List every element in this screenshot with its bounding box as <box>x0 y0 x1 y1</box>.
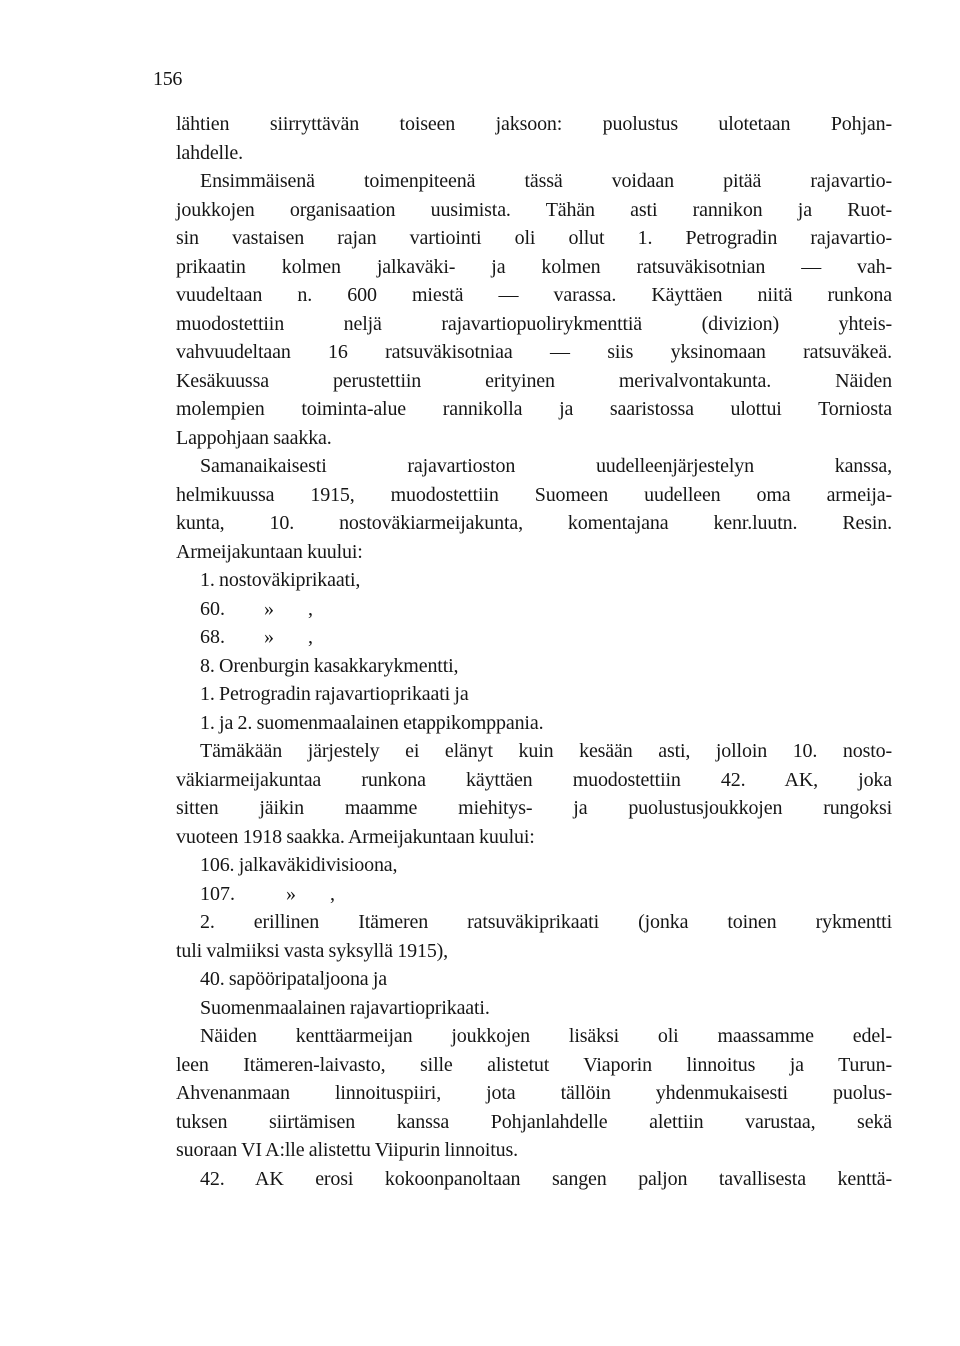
text-line: suoraan VI A:lle alistettu Viipurin linnoitus. <box>176 1139 518 1161</box>
list-item-ditto <box>176 880 892 909</box>
text-line: sin vastaisen rajan vartiointi oli ollut 1. Petrogradin rajavartio- <box>176 227 892 249</box>
ditto-mark: » <box>286 882 296 905</box>
text-line: vuoteen 1918 saakka. Armeijakuntaan kuului: <box>176 825 535 848</box>
text-line: 42. AK erosi kokoonpanoltaan sangen paljon tavallisesta kenttä- <box>200 1167 892 1190</box>
text-line: lähtien siirryttävän toiseen jaksoon: puolustus ulotetaan Pohjan- <box>176 113 892 135</box>
body-text <box>176 110 892 1193</box>
text-line: helmikuussa 1915, muodostettiin Suomeen uudelleen oma armeija- <box>176 483 892 506</box>
ditto-comma: , <box>308 626 313 648</box>
text-line: Armeijakuntaan kuului: <box>176 540 363 563</box>
list-item: 1. Petrogradin rajavartioprikaati ja <box>200 683 469 705</box>
text-line: tuksen siirtämisen kanssa Pohjanlahdelle alettiin varustaa, sekä <box>176 1110 892 1133</box>
list-item-number: 60. <box>200 597 225 620</box>
text-line: vuudeltaan n. 600 miestä — varassa. Käyttäen niitä runkona <box>176 284 892 306</box>
text-line: Samanaikaisesti rajavartioston uudelleenjärjestelyn kanssa, <box>200 455 892 477</box>
ditto-comma: , <box>308 597 313 620</box>
text-line: väkiarmeijakuntaa runkona käyttäen muodostettiin 42. AK, joka <box>176 768 892 791</box>
list-item: Suomenmaalainen rajavartioprikaati. <box>200 996 490 1019</box>
text-line: Ensimmäisenä toimenpiteenä tässä voidaan pitää rajavartio- <box>200 170 892 192</box>
list-item-number: 68. <box>200 626 225 648</box>
ditto-comma: , <box>330 882 335 905</box>
page-number: 156 <box>153 68 183 90</box>
list-item: 1. ja 2. suomenmaalainen etappikomppania. <box>200 711 544 734</box>
list-item: 2. erillinen Itämeren ratsuväkiprikaati (jonka toinen rykmentti <box>200 911 892 933</box>
text-line: Kesäkuussa perustettiin erityinen merivalvontakunta. Näiden <box>176 369 892 392</box>
text-line: Tämäkään järjestely ei elänyt kuin kesään asti, jolloin 10. nosto- <box>200 740 892 762</box>
list-item: 8. Orenburgin kasakkarykmentti, <box>200 654 459 677</box>
list-item-continuation: tuli valmiiksi vasta syksyllä 1915), <box>176 939 449 962</box>
ditto-mark: » <box>264 626 274 648</box>
list-item: 40. sapööripataljoona ja <box>200 968 388 990</box>
text-line: prikaatin kolmen jalkaväki- ja kolmen ratsuväkisotnian — vah- <box>176 255 892 278</box>
text-line: muodostettiin neljä rajavartiopuolirykmenttiä (divizion) yhteis- <box>176 312 892 335</box>
text-line: molempien toiminta-alue rannikolla ja saaristossa ulottui Torniosta <box>176 398 892 420</box>
list-item: 1. nostoväkiprikaati, <box>200 569 361 591</box>
list-item-ditto <box>176 623 892 652</box>
text-line: vahvuudeltaan 16 ratsuväkisotniaa — siis yksinomaan ratsuväkeä. <box>176 341 892 363</box>
list-item-number: 107. <box>200 882 235 905</box>
list-item-ditto <box>176 595 892 624</box>
text-line: Lappohjaan saakka. <box>176 426 332 449</box>
text-line: joukkojen organisaation uusimista. Tähän asti rannikon ja Ruot- <box>176 198 892 221</box>
text-line: lahdelle. <box>176 141 243 164</box>
text-line: Ahvenanmaan linnoituspiiri, jota tällöin yhdenmukaisesti puolus- <box>176 1082 892 1104</box>
ditto-mark: » <box>264 597 274 620</box>
list-item: 106. jalkaväkidivisioona, <box>200 854 398 876</box>
text-line: Näiden kenttäarmeijan joukkojen lisäksi oli maassamme edel- <box>200 1025 892 1047</box>
text-line: leen Itämeren-laivasto, sille alistetut Viaporin linnoitus ja Turun- <box>176 1053 892 1076</box>
text-line: kunta, 10. nostoväkiarmeijakunta, komentajana kenr.luutn. Resin. <box>176 512 892 534</box>
text-line: sitten jäikin maamme miehitys- ja puolustusjoukkojen rungoksi <box>176 797 892 819</box>
